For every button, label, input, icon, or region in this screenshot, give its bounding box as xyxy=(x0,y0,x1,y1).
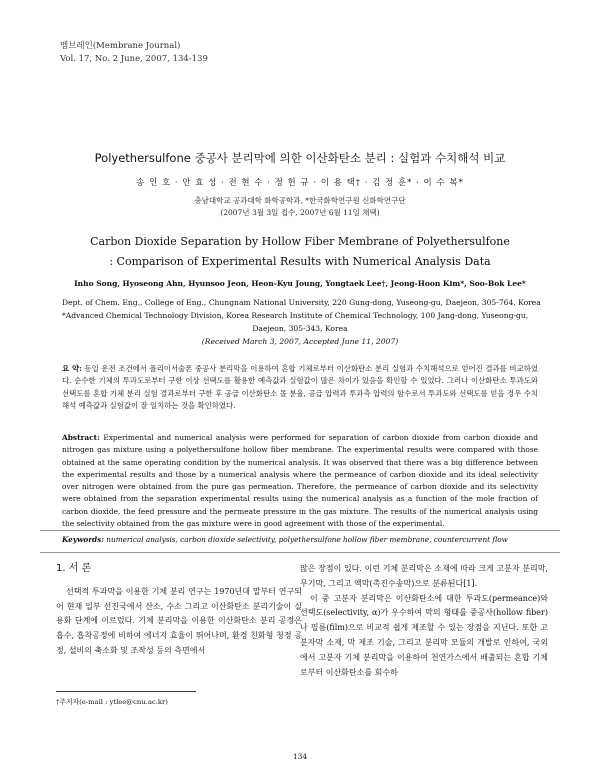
intro-paragraph-right-1: 많은 장점이 있다. 이런 기체 분리막은 소재에 따라 크게 고분자 분리막, 무기막, 그리고 액막(촉진수송막)으로 분류된다[1]. xyxy=(300,564,548,588)
affiliation-line3: Daejeon, 305-343, Korea xyxy=(252,324,348,333)
english-abstract-label: Abstract: xyxy=(62,433,100,442)
footnote-rule xyxy=(56,691,196,692)
korean-abstract-label: 요 약: xyxy=(62,364,82,373)
intro-paragraph-left: 선택적 투과막을 이용한 기체 분리 연구는 1970년대 말부터 연구되어 현재 일부 선진국에서 산소, 수소 그리고 이산화탄소 분리기술이 실용화 단계에 이르렀다. 기체 분리막을 이용한 이산화탄소 분리 공정은 흡수, 흡착공정에 비하여 에너지 효율이 뛰어나며, 환경 친화형 청정 공정, 설비의 축소화 및 조작성 등의 측면에서 xyxy=(56,586,302,655)
english-authors: Inho Song, Hyoseong Ahn, Hyunsoo Jeon, Heon-Kyu Joung, Yongtaek Lee†, Jeong-Hoon Kim*, Soo-Bok Lee* xyxy=(74,279,526,288)
korean-affiliation-line: 충남대학교 공과대학 화학공학과, *한국화학연구원 신화학연구단 xyxy=(194,196,406,205)
keywords xyxy=(62,535,538,544)
english-title-line1: Carbon Dioxide Separation by Hollow Fiber Membrane of Polyethersulfone xyxy=(90,235,510,248)
korean-abstract-text: 동일 운전 조건에서 폴리이서술폰 중공사 분리막을 이용하여 혼합 기체로부터 이산화탄소 분리 실험과 수치해석으로 얻어진 결과를 비교하였다. 순수한 기체의 투과도로부터 구한 이상 선택도를 활용한 예측값과 실험값이 많은 차이가 있음을 확인할 수 있었다. 그러나 이산화탄소 투과도와 선택도를 혼합 기체 분리 실험 결과로부터 구한 후 공급 이산화탄소 몰 분율, 공급 압력과 투과측 압력의 함수로서 투과도와 선택도를 얻을 경우 수치해석 예측값과 실험값이 잘 일치하는 것을 확인하였다. xyxy=(62,364,538,410)
footnote: †주저자(e-mail : ytlee@cnu.ac.kr) xyxy=(56,698,168,706)
left-column xyxy=(56,562,302,659)
journal-name: 멤브레인(Membrane Journal) xyxy=(60,41,181,51)
english-abstract-text: Experimental and numerical analysis were performed for separation of carbon dioxide from carbon dioxide and nitrogen gas mixture using a polyethersulfone hollow fiber membrane. The experimental results were compared with those obtained at the same operating condition by the numerical analysis. It was observed that there was a big difference between the experimental results and those by a numerical analysis where the permeance of carbon dioxide and its ideal selectivity over nitrogen were obtained from the pure gas permeation. Therefore, the permeance of carbon dioxide and its selectivity were obtained from the separation experimental results using the numerical analysis as a function of the mole fraction of carbon dioxide, the feed pressure and the permeate pressure in the gas mixture. The results of the numerical analysis using the selectivity obtained from the gas mixture were in good agreement with those of the experimental. xyxy=(62,433,538,529)
english-abstract xyxy=(62,432,538,530)
keywords-label: Keywords: xyxy=(62,535,104,544)
journal-header xyxy=(60,40,208,66)
received-accepted: (Received March 3, 2007, Accepted June 11, 2007) xyxy=(201,337,399,346)
english-affiliation xyxy=(62,296,560,348)
section-heading: 1. 서 론 xyxy=(56,563,92,574)
korean-received-dates: (2007년 3월 3일 접수, 2007년 6월 11일 채택) xyxy=(220,208,380,217)
korean-authors: 송 인 호 · 안 효 성 · 전 현 수 · 정 헌 규 · 이 용 택† · 김 정 훈* · 이 수 복* xyxy=(136,178,464,188)
keywords-top-rule xyxy=(40,530,560,531)
affiliation-line2: *Advanced Chemical Technology Division, Korea Research Institute of Chemical Technology, 100 Jang-dong, Yuseong-gu, xyxy=(62,311,529,320)
keywords-text: numerical analysis, carbon dioxide selectivity, polyethersulfone hollow fiber membrane, countercurrent flow xyxy=(106,535,508,544)
journal-volume: Vol. 17, No. 2 June, 2007, 134-139 xyxy=(60,54,208,64)
english-title xyxy=(40,232,560,272)
right-column xyxy=(300,562,548,680)
korean-abstract xyxy=(62,363,538,412)
intro-paragraph-right-2: 이 중 고분자 분리막은 이산화탄소에 대한 투과도(permeance)와 선택도(selectivity, α)가 우수하여 막의 형태를 중공사(hollow fiber)나 필름(film)으로 비교적 쉽게 제조할 수 있는 장점을 지닌다. 또한 고분자막 소재, 막 제조 기술, 그리고 분리막 모듈의 개발로 인하여, 국외에서 고분자 기체 분리막을 이용하여 천연가스에서 배출되는 혼합 기체로부터 이산화탄소를 회수하 xyxy=(300,593,548,677)
affiliation-line1: Dept. of Chem. Eng., College of Eng., Chungnam National University, 220 Gung-dong, Yuseong-gu, Daejeon, 305-764, Korea xyxy=(62,298,541,307)
korean-affiliation xyxy=(40,195,560,219)
page-number: 134 xyxy=(292,752,308,761)
korean-title: Polyethersulfone 중공사 분리막에 의한 이산화탄소 분리 : 실험과 수치해석 비교 xyxy=(94,151,506,165)
english-title-line2: : Comparison of Experimental Results with Numerical Analysis Data xyxy=(109,255,491,268)
keywords-bottom-rule xyxy=(40,552,560,553)
